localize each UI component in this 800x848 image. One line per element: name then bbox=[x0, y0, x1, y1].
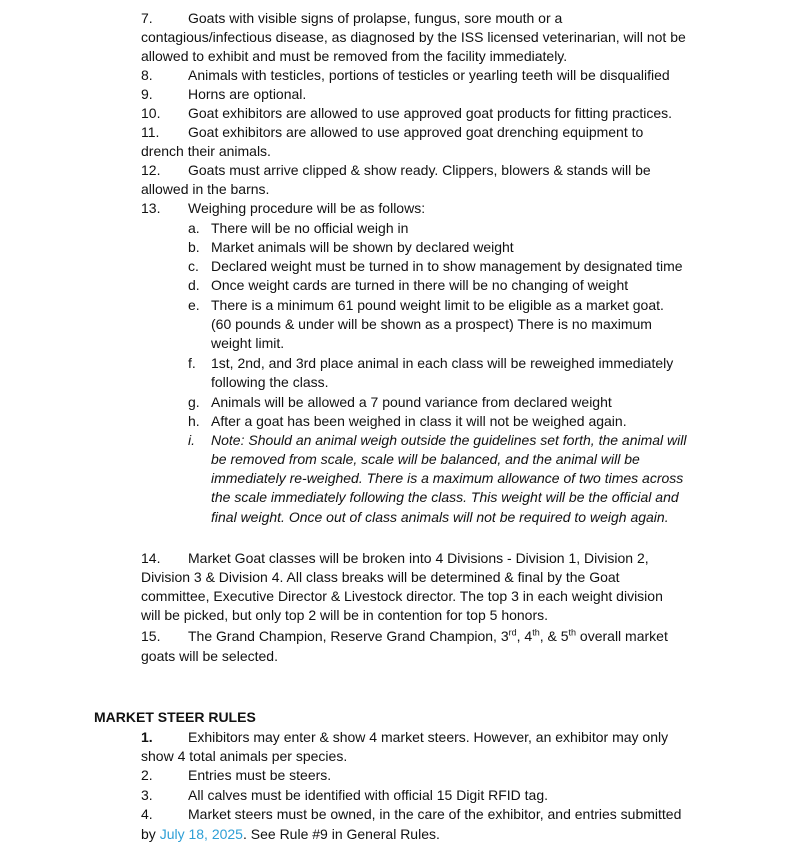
rule-text bbox=[141, 825, 440, 844]
sub-text: 1st, 2nd, and 3rd place animal in each class will be reweighed immediately bbox=[211, 355, 674, 371]
rule-number: 8. bbox=[141, 67, 153, 83]
sub-text-note: final weight. Once out of class animals will not be required to weigh again. bbox=[211, 509, 669, 525]
rule-text: allowed in the barns. bbox=[141, 181, 270, 197]
rule-text-part: The Grand Champion, Reserve Grand Champion, 3 bbox=[188, 628, 509, 644]
sub-text: Declared weight must be turned in to show management by designated time bbox=[211, 258, 683, 274]
rule-text: Goats must arrive clipped & show ready. Clippers, blowers & stands will be bbox=[188, 162, 651, 178]
rule-number: 3. bbox=[141, 787, 153, 803]
rule-text: show 4 total animals per species. bbox=[141, 748, 348, 764]
rule-text: Goat exhibitors are allowed to use approved goat drenching equipment to bbox=[188, 124, 644, 140]
sub-text: There will be no official weigh in bbox=[211, 220, 409, 236]
rule-text: Market steers must be owned, in the care of the exhibitor, and entries submitted bbox=[188, 806, 682, 822]
rule-text-part: by bbox=[141, 826, 160, 842]
rule-text: Goat exhibitors are allowed to use approved goat products for fitting practices. bbox=[188, 105, 673, 121]
ordinal-suffix: th bbox=[568, 627, 577, 638]
sub-letter: d. bbox=[188, 277, 200, 293]
rule-text: All calves must be identified with official 15 Digit RFID tag. bbox=[188, 787, 549, 803]
ordinal-suffix: rd bbox=[508, 627, 517, 638]
sub-text: Animals will be allowed a 7 pound variance from declared weight bbox=[211, 394, 612, 410]
rule-text: goats will be selected. bbox=[141, 648, 278, 664]
rule-text-part: . See Rule #9 in General Rules. bbox=[242, 826, 440, 842]
sub-letter: e. bbox=[188, 297, 200, 313]
rule-text: Division 3 & Division 4. All class breaks will be determined & final by the Goat bbox=[141, 569, 620, 585]
rule-text: Exhibitors may enter & show 4 market steers. However, an exhibitor may only bbox=[188, 729, 669, 745]
rule-text: Goats with visible signs of prolapse, fungus, sore mouth or a bbox=[188, 10, 563, 26]
sub-text: There is a minimum 61 pound weight limit to be eligible as a market goat. bbox=[211, 297, 664, 313]
sub-letter: b. bbox=[188, 239, 200, 255]
rule-text-part: , & 5 bbox=[539, 628, 569, 644]
rule-text: will be picked, but only top 2 will be in contention for top 5 honors. bbox=[141, 607, 549, 623]
rule-number: 10. bbox=[141, 105, 161, 121]
sub-text: After a goat has been weighed in class it will not be weighed again. bbox=[211, 413, 627, 429]
rule-number: 7. bbox=[141, 10, 153, 26]
sub-letter: c. bbox=[188, 258, 199, 274]
rule-text: allowed to exhibit and must be removed from the facility immediately. bbox=[141, 48, 568, 64]
rule-text-part: overall market bbox=[576, 628, 668, 644]
rule-number: 1. bbox=[141, 729, 153, 745]
sub-text: Market animals will be shown by declared weight bbox=[211, 239, 514, 255]
sub-letter: f. bbox=[188, 355, 196, 371]
rule-text: Horns are optional. bbox=[188, 86, 307, 102]
rule-number: 11. bbox=[141, 124, 160, 140]
ordinal-suffix: th bbox=[532, 627, 540, 638]
rule-text: committee, Executive Director & Livestock director. The top 3 in each weight division bbox=[141, 588, 663, 604]
sub-text: (60 pounds & under will be shown as a prospect) There is no maximum bbox=[211, 316, 652, 332]
sub-letter: a. bbox=[188, 220, 200, 236]
rule-text-part: , 4 bbox=[516, 628, 533, 644]
sub-letter: h. bbox=[188, 413, 200, 429]
sub-text-note: Note: Should an animal weigh outside the guidelines set forth, the animal will bbox=[211, 432, 687, 448]
rule-text: contagious/infectious disease, as diagnosed by the ISS licensed veterinarian, will not be bbox=[141, 29, 686, 45]
rule-text: Animals with testicles, portions of testicles or yearling teeth will be disqualified bbox=[188, 67, 670, 83]
rule-text: Weighing procedure will be as follows: bbox=[188, 200, 426, 216]
sub-letter: i. bbox=[188, 432, 195, 448]
sub-text: following the class. bbox=[211, 374, 329, 390]
sub-text: Once weight cards are turned in there will be no changing of weight bbox=[211, 277, 629, 293]
sub-text: weight limit. bbox=[211, 335, 285, 351]
rule-number: 12. bbox=[141, 162, 161, 178]
rule-text: Market Goat classes will be broken into 4 Divisions - Division 1, Division 2, bbox=[188, 550, 649, 566]
rule-number: 13. bbox=[141, 200, 161, 216]
section-heading: MARKET STEER RULES bbox=[94, 709, 256, 725]
rule-text: drench their animals. bbox=[141, 143, 271, 159]
rule-number: 2. bbox=[141, 767, 153, 783]
rule-number: 4. bbox=[141, 806, 153, 822]
rule-number: 14. bbox=[141, 550, 161, 566]
sub-letter: g. bbox=[188, 394, 200, 410]
rule-number: 15. bbox=[141, 628, 161, 644]
rule-text: Entries must be steers. bbox=[188, 767, 332, 783]
rule-number: 9. bbox=[141, 86, 153, 102]
sub-text-note: the scale immediately following the class. This weight will be the official and bbox=[211, 489, 679, 505]
sub-text-note: be removed from scale, scale will be balanced, and the animal will be bbox=[211, 451, 640, 467]
sub-text-note: immediately re-weighed. There is a maximum allowance of two times across bbox=[211, 470, 684, 486]
rule-text bbox=[188, 627, 668, 646]
deadline-date-link[interactable]: July 18, 2025 bbox=[159, 826, 243, 842]
